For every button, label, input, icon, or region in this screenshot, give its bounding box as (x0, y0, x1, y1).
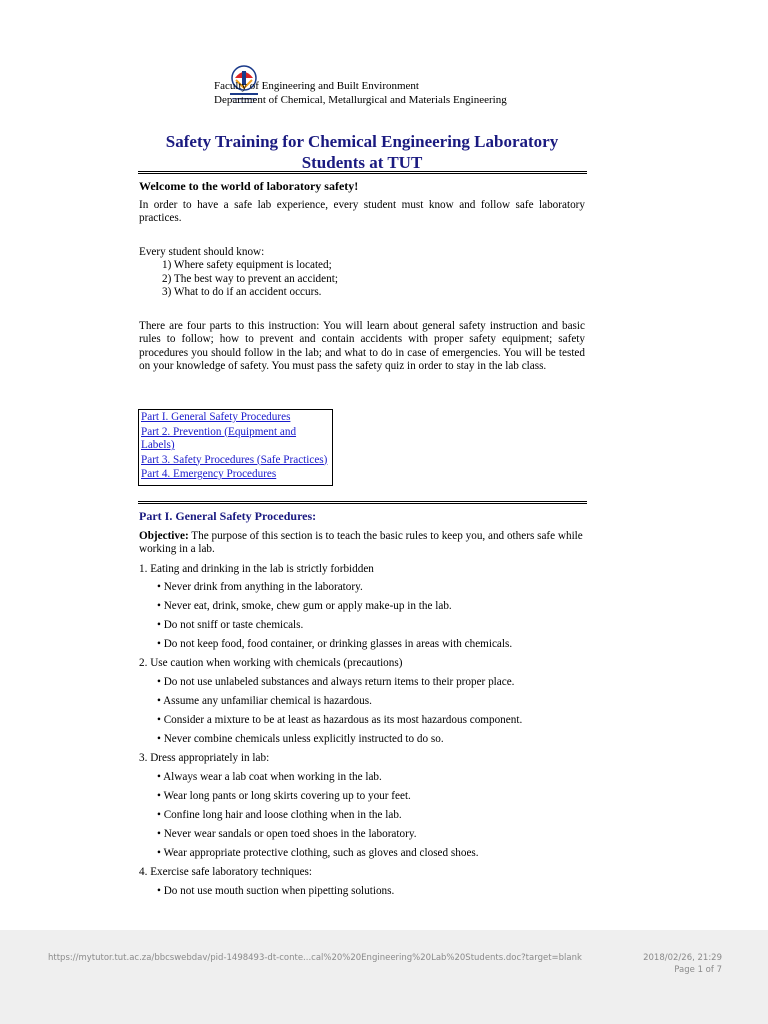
section-divider (138, 501, 587, 504)
rule-1 (139, 563, 585, 652)
list-item: 2) The best way to prevent an accident; (162, 272, 338, 285)
rule-bullet: • Do not use mouth suction when pipetting solutions. (157, 884, 395, 897)
list-item: 1) Where safety equipment is located; (162, 259, 332, 271)
rule-bullet: • Wear long pants or long skirts covering up to your feet. (157, 789, 411, 802)
footer-url: https://mytutor.tut.ac.za/bbcswebdav/pid-1498493-dt-conte...cal%20%20Engineering%20Lab%20Students.doc?target=blank (48, 953, 582, 963)
rule-bullet: • Assume any unfamiliar chemical is hazardous. (157, 694, 372, 707)
list-item: 3) What to do if an accident occurs. (162, 286, 322, 298)
rule-title: 3. Dress appropriately in lab: (139, 752, 270, 765)
toc-link-part-2[interactable]: Part 2. Prevention (Equipment and Labels) (141, 425, 297, 451)
rule-title: 1. Eating and drinking in the lab is strictly forbidden (139, 562, 374, 575)
title-divider (138, 171, 587, 174)
title-line-2: Students at TUT (301, 153, 423, 172)
toc-link-part-4[interactable]: Part 4. Emergency Procedures (141, 468, 277, 480)
department-name: Department of Chemical, Metallurgical and Materials Engineering (214, 94, 507, 106)
footer-page-number: Page 1 of 7 (674, 965, 722, 975)
part-1-section (139, 510, 585, 904)
welcome-heading: Welcome to the world of laboratory safety! (139, 179, 359, 193)
document-title (138, 131, 586, 173)
rule-bullet: • Do not use unlabeled substances and always return items to their proper place. (157, 675, 515, 688)
footer-meta (643, 952, 722, 976)
toc-link-part-1[interactable]: Part I. General Safety Procedures (141, 411, 291, 423)
rule-4 (139, 866, 585, 898)
rule-bullet: • Never eat, drink, smoke, chew gum or apply make-up in the lab. (157, 600, 452, 613)
table-of-contents (138, 409, 333, 486)
part-1-heading: Part I. General Safety Procedures: (139, 509, 317, 523)
rule-2 (139, 657, 585, 746)
intro-section (139, 180, 585, 374)
instruction-overview-paragraph: There are four parts to this instruction: You will learn about general safety instruction and basic rules to follow; how to prevent and contain accidents with proper safety equipment; safety procedures you should follow in the lab; and what to do in case of emergencies. You will be tested on your knowledge of safety. You must pass the safety quiz in order to stay in the lab class. (139, 319, 585, 372)
rule-3 (139, 752, 585, 860)
objective-text: The purpose of this section is to teach the basic rules to keep you, and others safe while working in a lab. (139, 529, 583, 555)
rule-bullet: • Do not sniff or taste chemicals. (157, 619, 304, 632)
faculty-name: Faculty of Engineering and Built Environment (214, 80, 419, 92)
rule-bullet: • Consider a mixture to be at least as hazardous as its most hazardous component. (157, 714, 523, 727)
rule-bullet: • Never drink from anything in the laboratory. (157, 581, 363, 593)
faculty-header (214, 79, 507, 107)
rule-title: 2. Use caution when working with chemicals (precautions) (139, 657, 403, 670)
rule-bullet: • Do not keep food, food container, or drinking glasses in areas with chemicals. (157, 638, 513, 651)
footer-datetime: 2018/02/26, 21:29 (643, 953, 722, 963)
rule-bullet: • Wear appropriate protective clothing, such as gloves and closed shoes. (157, 847, 479, 860)
intro-paragraph: In order to have a safe lab experience, every student must know and follow safe laboratory practices. (139, 198, 585, 224)
objective-label: Objective: (139, 529, 189, 542)
rule-bullet: • Confine long hair and loose clothing when in the lab. (157, 808, 402, 821)
should-know-list (139, 259, 585, 300)
rule-bullet: • Never wear sandals or open toed shoes in the laboratory. (157, 828, 417, 841)
title-line-1: Safety Training for Chemical Engineering Laboratory (165, 132, 559, 151)
rule-bullet: • Never combine chemicals unless explicitly instructed to do so. (157, 733, 444, 746)
rule-title: 4. Exercise safe laboratory techniques: (139, 866, 313, 879)
objective-paragraph (139, 530, 585, 557)
toc-link-part-3[interactable]: Part 3. Safety Procedures (Safe Practices) (141, 453, 328, 466)
rule-bullet: • Always wear a lab coat when working in the lab. (157, 770, 382, 783)
should-know-label: Every student should know: (139, 245, 265, 258)
